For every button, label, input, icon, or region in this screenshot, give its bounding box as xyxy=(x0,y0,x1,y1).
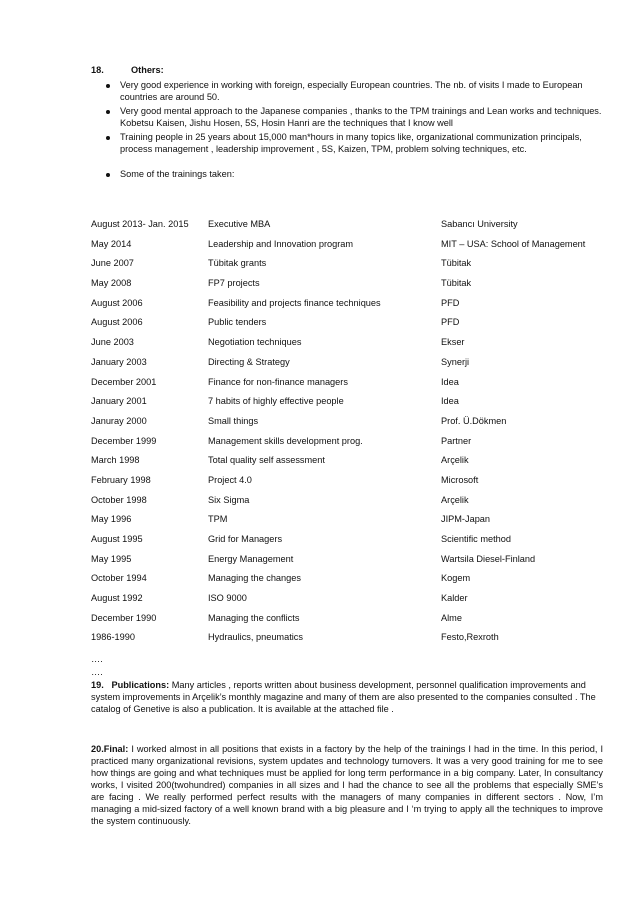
training-course: Hydraulics, pneumatics xyxy=(208,632,303,643)
training-organization: Synerji xyxy=(441,356,470,367)
training-course: FP7 projects xyxy=(208,278,260,289)
training-date: May 2014 xyxy=(91,238,132,249)
training-date: March 1998 xyxy=(91,455,140,466)
training-date: May 2008 xyxy=(91,278,132,289)
bullet-icon xyxy=(106,136,110,140)
training-course: 7 habits of highly effective people xyxy=(208,396,344,407)
training-course: Managing the conflicts xyxy=(208,612,300,623)
training-row xyxy=(91,632,611,652)
training-organization: Alme xyxy=(441,612,462,623)
section-final xyxy=(91,744,603,828)
training-row xyxy=(91,514,611,534)
training-organization: PFD xyxy=(441,317,460,328)
training-date: May 1996 xyxy=(91,514,132,525)
training-date: January 2003 xyxy=(91,356,147,367)
training-course: TPM xyxy=(208,514,228,525)
training-course: Finance for non-finance managers xyxy=(208,376,348,387)
training-date: 1986-1990 xyxy=(91,632,135,643)
training-row xyxy=(91,455,611,475)
training-date: August 1995 xyxy=(91,534,143,544)
training-date: Januray 2000 xyxy=(91,415,147,426)
training-organization: Partner xyxy=(441,435,472,446)
training-row xyxy=(91,317,611,337)
training-organization: Microsoft xyxy=(441,474,479,485)
training-organization: MIT – USA: School of Management xyxy=(441,238,586,249)
training-course: Management skills development prog. xyxy=(208,435,363,446)
training-course: Six Sigma xyxy=(208,494,250,505)
training-organization: Kogem xyxy=(441,573,471,584)
training-row xyxy=(91,573,611,593)
training-organization: Idea xyxy=(441,396,459,407)
training-row xyxy=(91,377,611,397)
training-row xyxy=(91,613,611,633)
training-organization: JIPM-Japan xyxy=(441,514,491,525)
section-number: 18. xyxy=(91,65,104,75)
training-organization: Tübitak xyxy=(441,278,472,289)
training-row xyxy=(91,416,611,436)
training-date: October 1994 xyxy=(91,573,147,584)
training-date: June 2003 xyxy=(91,337,134,348)
bullet-icon xyxy=(106,110,110,114)
training-course: Managing the changes xyxy=(208,573,301,584)
section-title: Final: xyxy=(103,744,129,754)
bullet-icon xyxy=(106,84,110,88)
training-organization: Prof. Ü.Dökmen xyxy=(441,415,507,426)
training-organization: Arçelik xyxy=(441,494,469,505)
training-organization: Ekser xyxy=(441,337,465,348)
section-number: 20. xyxy=(91,744,104,754)
bullet-icon xyxy=(106,173,110,177)
training-date: January 2001 xyxy=(91,396,147,407)
training-row xyxy=(91,475,611,495)
training-organization: Festo,Rexroth xyxy=(441,632,499,643)
training-organization: Sabancı University xyxy=(441,219,518,229)
training-course: Leadership and Innovation program xyxy=(208,238,354,249)
training-row xyxy=(91,554,611,574)
training-organization: Idea xyxy=(441,376,459,387)
training-organization: PFD xyxy=(441,297,460,308)
section-number: 19. xyxy=(91,680,104,690)
training-row xyxy=(91,258,611,278)
training-organization: Kalder xyxy=(441,593,468,604)
training-row xyxy=(91,337,611,357)
training-course: Energy Management xyxy=(208,553,294,564)
training-row xyxy=(91,396,611,416)
bullet-item xyxy=(91,132,611,156)
others-bullet-list xyxy=(91,80,611,181)
training-course: Small things xyxy=(208,415,259,426)
training-row xyxy=(91,219,611,239)
training-row xyxy=(91,593,611,613)
bullet-text: Very good mental approach to the Japanese companies , thanks to the TPM trainings and Lean works and techniques. Kobetsu Kaisen, Jishu Hosen, 5S, Hosin Hanri are the techniques that I know well xyxy=(120,105,602,128)
ellipsis: …. xyxy=(91,667,103,677)
training-date: December 2001 xyxy=(91,376,157,387)
bullet-text: Some of the trainings taken: xyxy=(120,168,235,179)
training-course: Directing & Strategy xyxy=(208,356,290,367)
training-row xyxy=(91,239,611,259)
training-date: August 2013- Jan. 2015 xyxy=(91,219,189,229)
trainings-table xyxy=(91,219,611,652)
ellipsis: …. xyxy=(91,654,103,664)
training-date: October 1998 xyxy=(91,494,147,505)
bullet-item xyxy=(91,106,611,130)
bullet-text: Very good experience in working with foreign, especially European countries. The nb. of visits I made to European countries are around 50. xyxy=(120,79,583,102)
section-publications xyxy=(91,680,611,716)
training-course: ISO 9000 xyxy=(208,593,247,604)
section-others-heading xyxy=(91,65,611,77)
training-course: Executive MBA xyxy=(208,219,271,229)
section-body: I worked almost in all positions that exists in a factory by the help of the trainings I had in the time. In this period, I practiced many organizational revisions, system updates and technology turnovers. It was a very good training for me to see how things are going and what techniques must be applied for long term performance in a big company. Later, In consultancy works, I visited 200(twohundred) companies in all sizes and I had the chance to see all the problems that especially SME’s are facing . We really performed perfect results with the managers of many companies in different sectors . Now, I’m managing a mid-sized factory of a well known brand with a big pleasure and I ‘m trying to apply all the techniques to improve the system continuously. xyxy=(91,744,603,826)
training-date: May 1995 xyxy=(91,553,132,564)
training-organization: Arçelik xyxy=(441,455,469,466)
training-organization: Wartsila Diesel-Finland xyxy=(441,553,536,564)
training-row xyxy=(91,298,611,318)
training-date: August 2006 xyxy=(91,317,143,328)
training-date: February 1998 xyxy=(91,474,151,485)
training-date: August 2006 xyxy=(91,297,143,308)
training-row xyxy=(91,495,611,515)
bullet-item xyxy=(91,80,611,104)
training-course: Feasibility and projects finance techniques xyxy=(208,297,381,308)
training-course: Total quality self assessment xyxy=(208,455,325,466)
training-course: Public tenders xyxy=(208,317,267,328)
training-date: December 1990 xyxy=(91,612,157,623)
training-row xyxy=(91,357,611,377)
section-title: Publications: xyxy=(111,680,170,690)
training-course: Project 4.0 xyxy=(208,474,252,485)
training-course: Tübitak grants xyxy=(208,258,267,269)
section-others xyxy=(91,65,611,183)
training-course: Grid for Managers xyxy=(208,534,283,544)
bullet-text: Training people in 25 years about 15,000 man*hours in many topics like, organizational communization principals, process management , leadership improvement , 5S, Kaizen, TPM, problem solving techniques, etc. xyxy=(120,131,582,154)
training-organization: Tübitak xyxy=(441,258,472,269)
training-organization: Scientific method xyxy=(441,534,511,544)
bullet-item xyxy=(91,169,611,181)
training-date: December 1999 xyxy=(91,435,157,446)
training-row xyxy=(91,534,611,554)
section-title: Others: xyxy=(131,65,164,75)
section-body: Many articles , reports written about business development, personnel qualification improvements and system improvements in Arçelik’s monthly magazine and many of them are also presented to the companies consulted . The catalog of Genetive is also a publication. It is available at the attached file . xyxy=(91,680,596,714)
training-date: August 1992 xyxy=(91,593,143,604)
training-date: June 2007 xyxy=(91,258,134,269)
training-course: Negotiation techniques xyxy=(208,337,302,348)
training-row xyxy=(91,278,611,298)
training-row xyxy=(91,436,611,456)
